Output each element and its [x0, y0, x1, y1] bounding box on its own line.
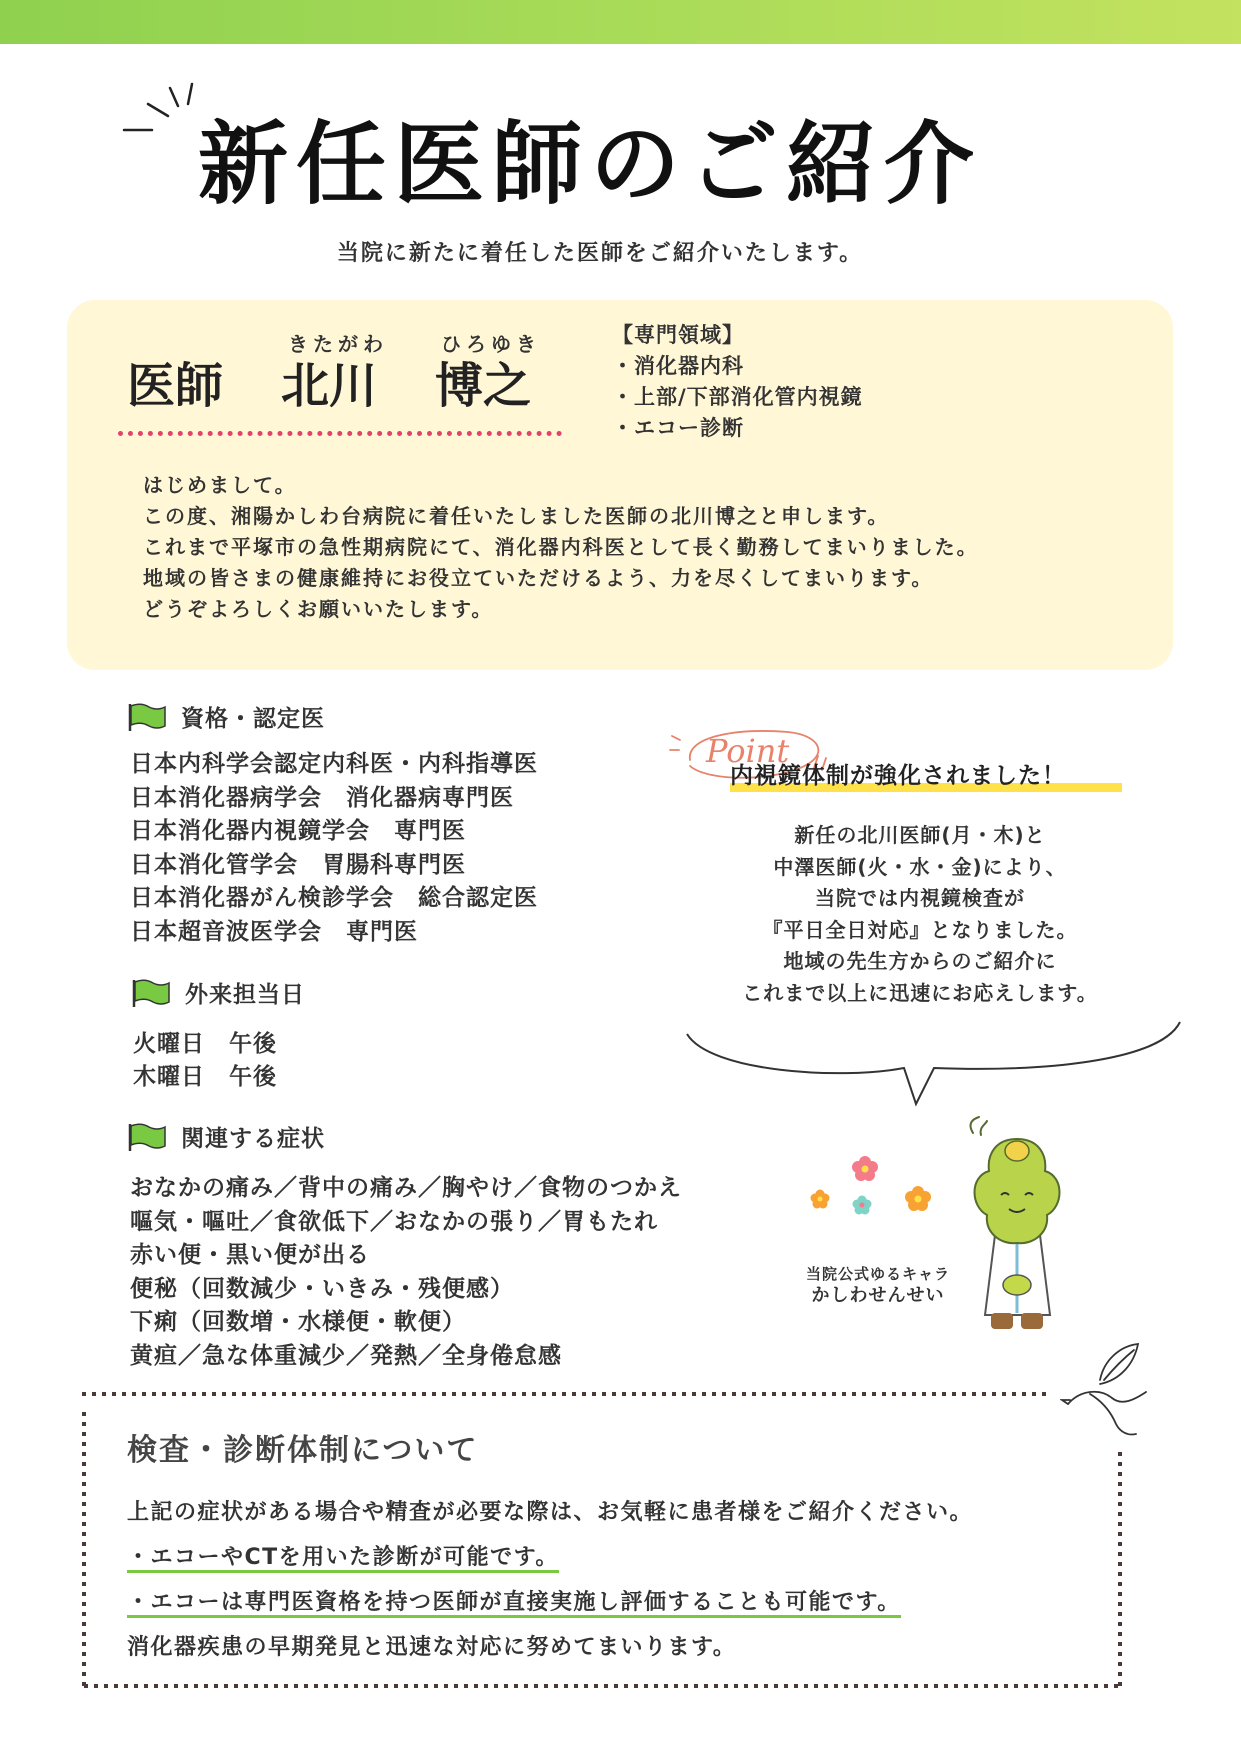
list-item: 日本超音波医学会 専門医 — [130, 918, 418, 945]
point-line: 中澤医師(火・水・金)により、 — [773, 854, 1067, 879]
family-name-ruby: きたがわ — [288, 332, 388, 356]
mascot-illustration — [955, 1115, 1080, 1340]
list-item: 嘔気・嘔吐／食欲低下／おなかの張り／胃もたれ — [130, 1208, 658, 1235]
list-item: 木曜日 午後 — [133, 1064, 277, 1090]
page-subtitle: 当院に新たに着任した医師をご紹介いたします。 — [336, 241, 864, 266]
mascot-caption — [788, 1263, 968, 1307]
specialty-block — [612, 320, 863, 444]
symptoms-heading — [127, 1120, 325, 1153]
greeting-line: はじめまして。 — [143, 473, 297, 497]
doctor-family-name: 北川 — [281, 358, 378, 414]
list-item: 黄疸／急な体重減少／発熱／全身倦怠感 — [130, 1342, 562, 1369]
qualifications-list — [130, 748, 538, 949]
green-flag-icon — [131, 978, 171, 1008]
list-item: 日本消化管学会 胃腸科専門医 — [130, 851, 466, 878]
point-line: 新任の北川医師(月・木)と — [794, 823, 1046, 847]
point-line: これまで以上に迅速にお応えします。 — [742, 980, 1098, 1005]
green-flag-icon — [127, 702, 167, 732]
greeting-line: この度、湘陽かしわ台病院に着任いたしました医師の北川博之と申します。 — [143, 504, 890, 528]
list-item: 日本消化器内視鏡学会 専門医 — [130, 818, 466, 844]
list-item: 日本消化器がん検診学会 総合認定医 — [130, 885, 538, 911]
exam-closing: 消化器疾患の早期発見と迅速な対応に努めてまいります。 — [127, 1635, 737, 1660]
specialty-item: ・エコー診断 — [612, 416, 744, 440]
specialty-heading: 【専門領域】 — [612, 323, 744, 347]
outpatient-list — [133, 1028, 277, 1094]
doctor-name — [127, 356, 531, 416]
exam-title: 検査・診断体制について — [127, 1433, 479, 1468]
exam-body — [127, 1490, 973, 1670]
greeting-line: これまで平塚市の急性期病院にて、消化器内科医として長く勤務してまいりました。 — [143, 535, 979, 559]
top-accent-bar — [0, 0, 1241, 44]
flowers-icon — [800, 1155, 950, 1225]
green-flag-icon — [127, 1122, 167, 1152]
name-dotted-underline — [118, 431, 562, 436]
greeting-line: どうぞよろしくお願いいたします。 — [143, 597, 494, 621]
point-line: 当院では内視鏡検査が — [815, 886, 1025, 910]
doctor-role: 医師 — [127, 358, 224, 414]
list-item: 便秘（回数減少・いきみ・残便感） — [130, 1275, 514, 1302]
exam-intro: 上記の症状がある場合や精査が必要な際は、お気軽に患者様をご紹介ください。 — [127, 1500, 974, 1525]
point-line: 地域の先生方からのご紹介に — [783, 949, 1057, 973]
specialty-item: ・消化器内科 — [612, 354, 744, 378]
doctor-given-name: 博之 — [435, 358, 532, 414]
greeting-message — [143, 470, 979, 625]
point-line: 『平日全日対応』となりました。 — [762, 917, 1078, 942]
greeting-line: 地域の皆さまの健康維持にお役立ていただけるよう、力を尽くしてまいります。 — [143, 566, 934, 590]
list-item: おなかの痛み／背中の痛み／胸やけ／食物のつかえ — [130, 1175, 682, 1201]
list-item: 日本消化器病学会 消化器病専門医 — [130, 784, 514, 811]
qualifications-heading — [127, 700, 325, 733]
exam-bullet: ・エコーやCTを用いた診断が可能です。 — [127, 1545, 559, 1573]
symptoms-list — [130, 1172, 682, 1374]
point-badge-text: Point — [706, 732, 790, 770]
exam-bullet: ・エコーは専門医資格を持つ医師が直接実施し評価することも可能です。 — [127, 1590, 901, 1618]
qualifications-heading-text: 資格・認定医 — [181, 706, 325, 732]
outpatient-heading — [131, 976, 305, 1009]
symptoms-heading-text: 関連する症状 — [181, 1126, 325, 1152]
speech-bubble-tail — [680, 1010, 1190, 1110]
point-title: 内視鏡体制が強化されました！ — [730, 763, 1066, 789]
point-body — [700, 820, 1140, 1009]
outpatient-heading-text: 外来担当日 — [185, 982, 305, 1008]
mascot-caption-line: かしわせんせい — [811, 1285, 945, 1306]
list-item: 日本内科学会認定内科医・内科指導医 — [130, 751, 538, 777]
mascot-caption-line: 当院公式ゆるキャラ — [805, 1265, 950, 1283]
page-title: 新任医師のご紹介 — [198, 112, 982, 217]
given-name-ruby: ひろゆき — [441, 332, 541, 356]
list-item: 火曜日 午後 — [133, 1031, 277, 1057]
specialty-item: ・上部/下部消化管内視鏡 — [612, 385, 863, 409]
list-item: 下痢（回数増・水様便・軟便） — [130, 1309, 466, 1336]
list-item: 赤い便・黒い便が出る — [130, 1242, 370, 1269]
